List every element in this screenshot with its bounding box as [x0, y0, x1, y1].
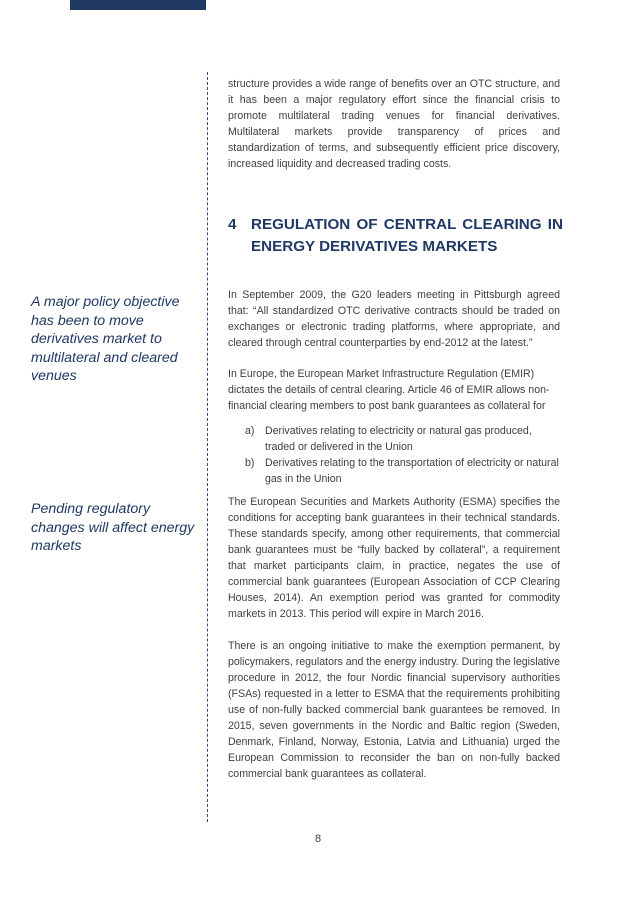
derivatives-list — [228, 423, 560, 487]
section-title: REGULATION OF CENTRAL CLEARING IN ENERGY DERIVATIVES MARKETS — [251, 216, 563, 255]
list-item — [228, 455, 560, 487]
margin-divider — [207, 72, 208, 822]
list-item — [228, 423, 560, 455]
paragraph-g20: In September 2009, the G20 leaders meeting in Pittsburgh agreed that: “All standardized OTC derivative contracts should be traded on exchanges or electronic trading platforms, where appropriate, and cleared through central counterparties by end-2012 at the latest.” — [228, 289, 560, 349]
list-item-text: Derivatives relating to the transportation of electricity or natural gas in the Union — [265, 457, 559, 485]
section-number: 4 — [228, 216, 237, 233]
section-heading — [228, 214, 563, 258]
list-marker: a) — [245, 425, 255, 437]
sidenote-policy-objective: A major policy objective has been to move derivatives market to multilateral and cleared venues — [31, 294, 180, 384]
paragraph-emir: In Europe, the European Market Infrastructure Regulation (EMIR) dictates the details of central clearing. Article 46 of EMIR allows non-financial clearing members to post bank guarantees as collateral for — [228, 368, 550, 412]
page-number: 8 — [314, 833, 322, 845]
header-accent-bar — [70, 0, 206, 10]
paragraph-esma: The European Securities and Markets Authority (ESMA) specifies the conditions for accepting bank guarantees in their technical standards. These standards specify, among other requirements, that commercial bank guarantees must be “fully backed by collateral”, a requirement that market participants claim, in practice, negates the use of commercial bank guarantees (European Association of CCP Clearing Houses, 2014). An exemption period was granted for commodity markets in 2013. This period will expire in March 2016. — [228, 496, 560, 620]
list-marker: b) — [245, 457, 255, 469]
sidenote-pending-changes: Pending regulatory changes will affect energy markets — [31, 501, 195, 554]
list-item-text: Derivatives relating to electricity or natural gas produced, traded or delivered in the Union — [265, 425, 532, 453]
intro-paragraph: structure provides a wide range of benefits over an OTC structure, and it has been a major regulatory effort since the financial crisis to promote multilateral trading venues for financial derivatives. Multilateral markets provide transparency of prices and standardization of terms, and subsequently efficient price discovery, increased liquidity and decreased trading costs. — [228, 78, 560, 170]
paragraph-ongoing-initiative: There is an ongoing initiative to make the exemption permanent, by policymakers, regulators and the energy industry. During the legislative procedure in 2012, the four Nordic financial supervisory authorities (FSAs) requested in a letter to ESMA that the requirements prohibiting use of non-fully backed commercial bank guarantees be removed. In 2015, seven governments in the Nordic and Baltic region (Sweden, Denmark, Finland, Norway, Estonia, Latvia and Lithuania) urged the European Commission to reconsider the ban on non-fully backed commercial bank guarantees as collateral. — [228, 640, 560, 780]
